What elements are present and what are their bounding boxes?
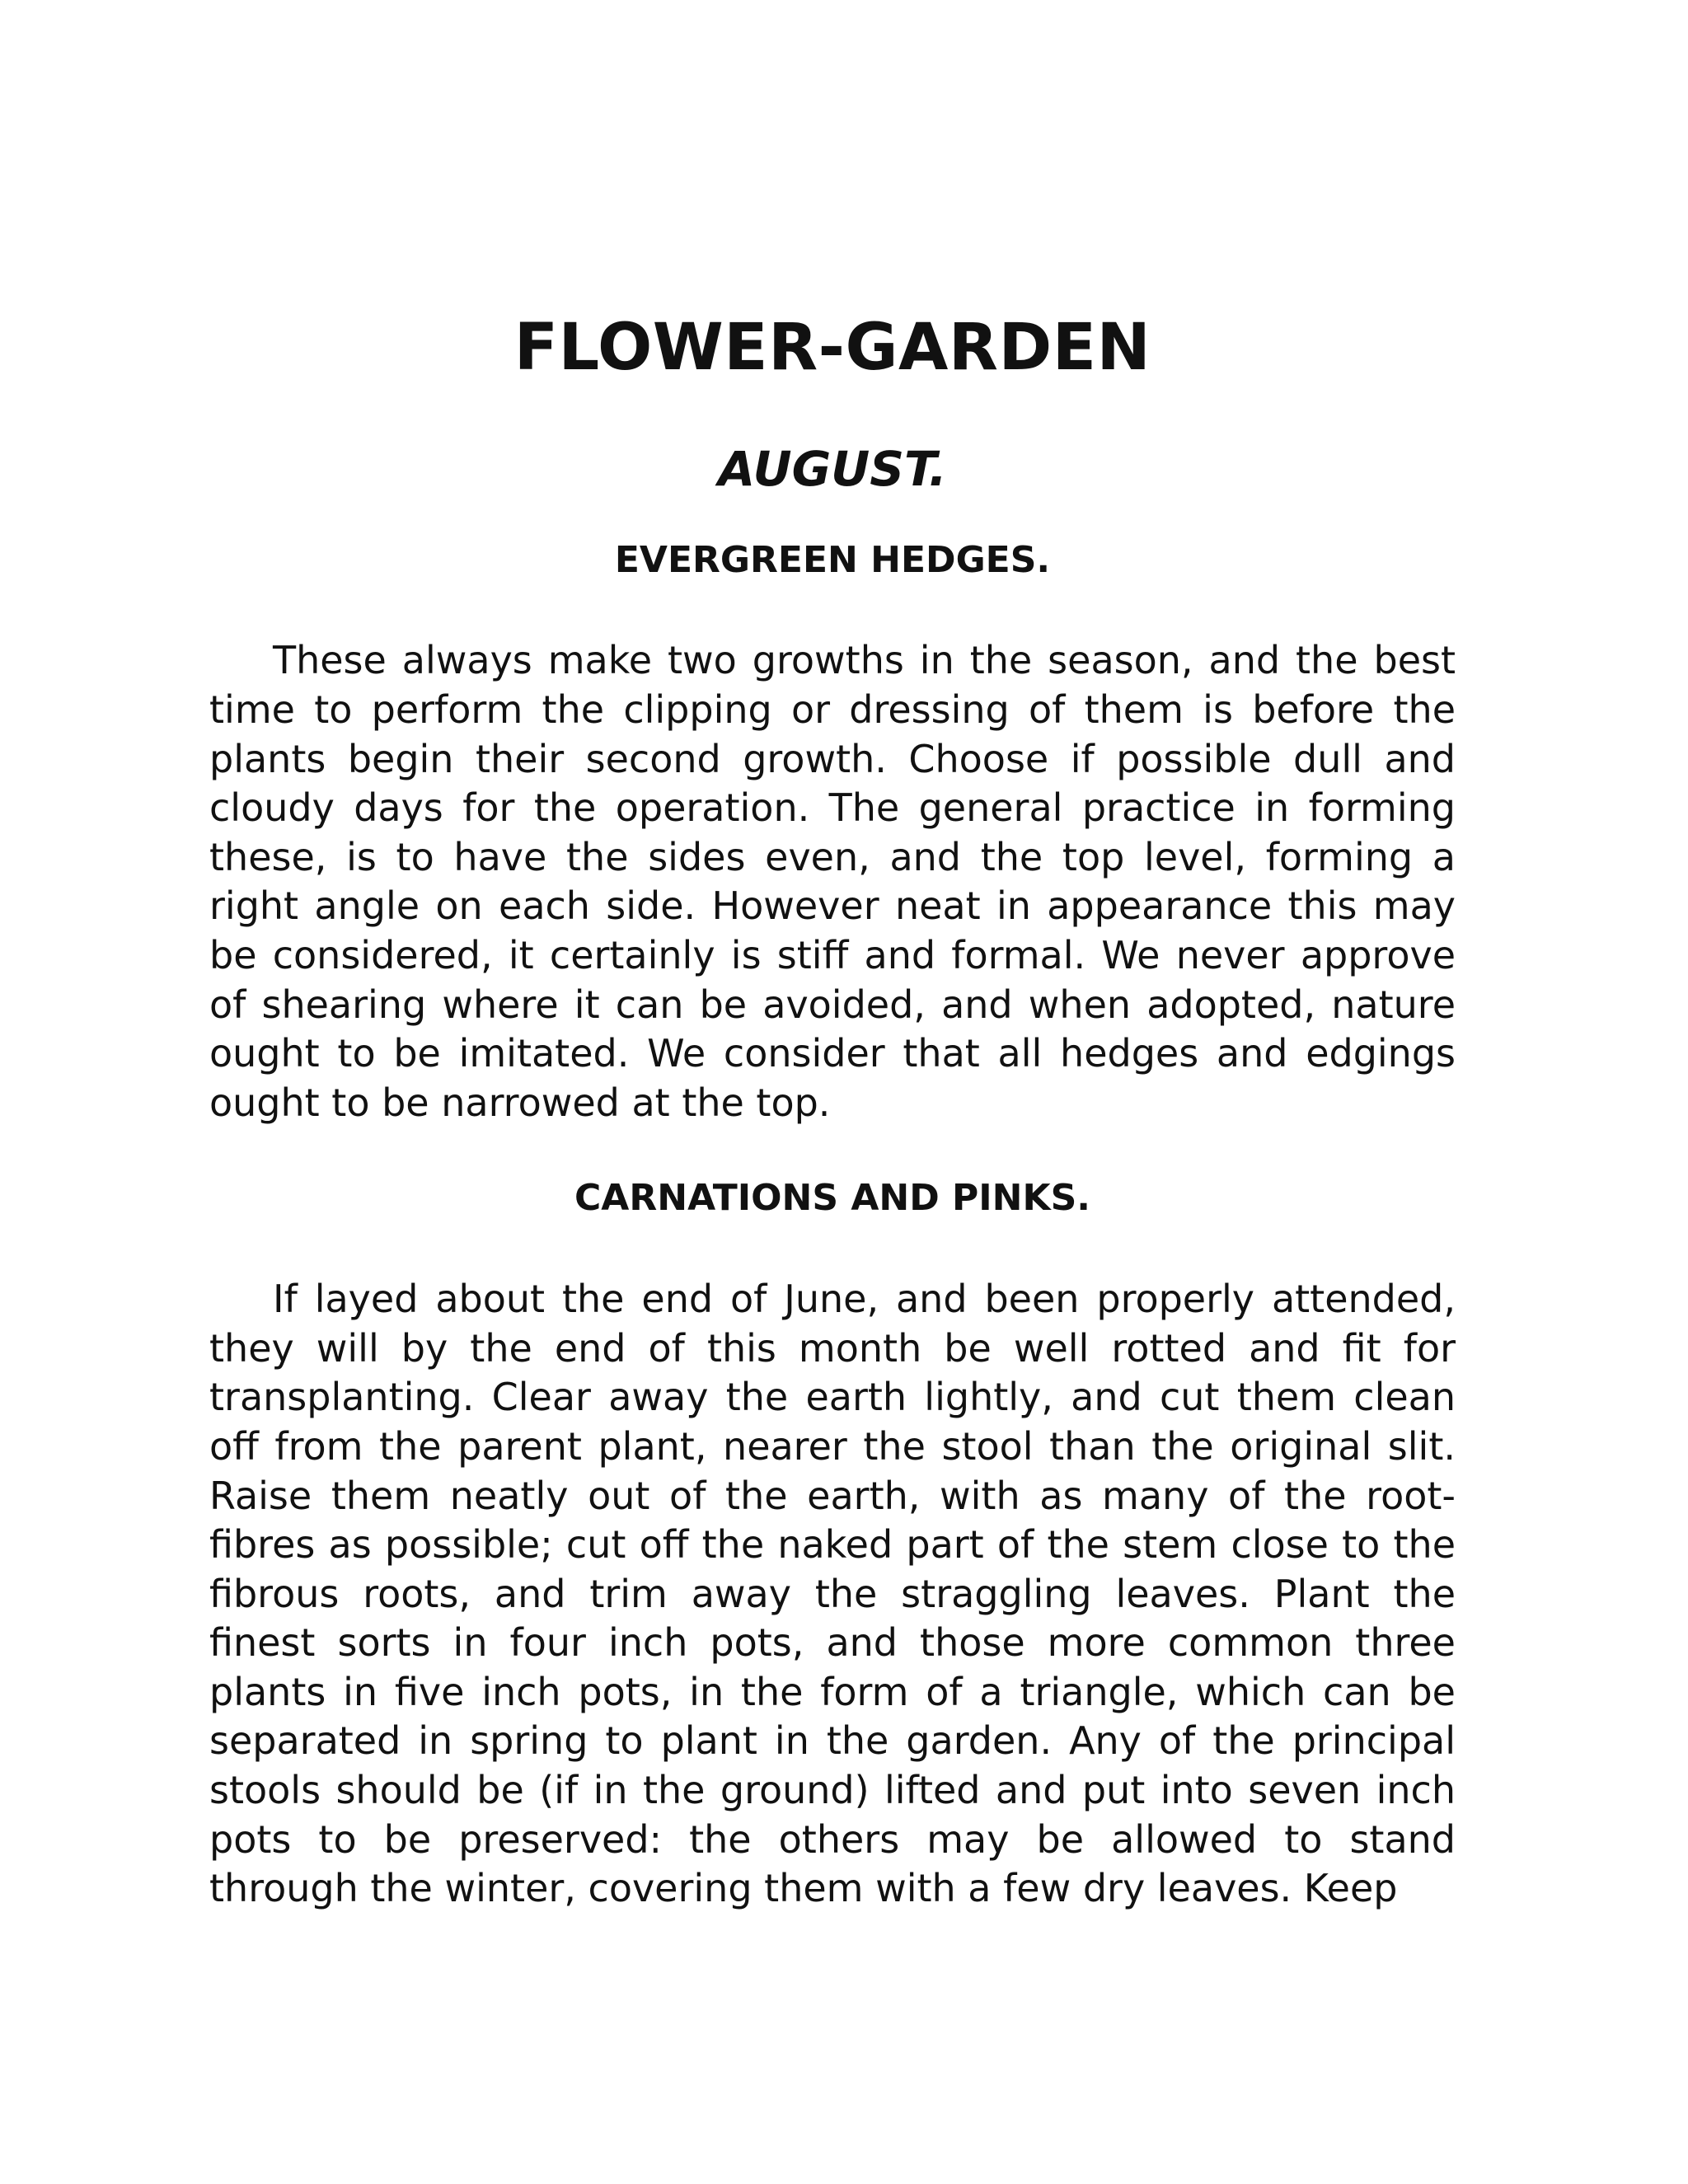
document-page [209, 313, 1456, 1914]
month-heading: AUGUST. [718, 440, 947, 497]
section-paragraph-evergreen-hedges: These always make two growths in the season, and the best time to perform the clipping or dressing of them is before the plants begin their second growth. Choose if possible dull and cloudy days for the operation. The general practice in forming these, is to have the sides even, and the top level, forming a right angle on each side. However neat in appearance this may be considered, it certainly is stiff and formal. We never approve of shearing where it can be avoided, and when adopted, nature ought to be imitated. We consider that all hedges and edgings ought to be narrowed at the top. [209, 638, 1456, 1125]
page-title: FLOWER-GARDEN [513, 311, 1151, 385]
section-paragraph-carnations-and-pinks: If layed about the end of June, and been properly attended, they will by the end of this month be well rotted and fit for transplanting. Clear away the earth lightly, and cut them clean off from the parent plant, nearer the stool than the original slit. Raise them neatly out of the earth, with as many of the root-fibres as possible; cut off the naked part of the stem close to the fibrous roots, and trim away the straggling leaves. Plant the finest sorts in four inch pots, and those more common three plants in five inch pots, in the form of a triangle, which can be separated in spring to plant in the garden. Any of the principal stools should be (if in the ground) lifted and put into seven inch pots to be preserved: the others may be allowed to stand through the winter, covering them with a few dry leaves. Keep [209, 1277, 1456, 1911]
section-heading-carnations-and-pinks: CARNATIONS AND PINKS. [574, 1177, 1090, 1220]
section-heading-evergreen-hedges: EVERGREEN HEDGES. [614, 538, 1051, 581]
